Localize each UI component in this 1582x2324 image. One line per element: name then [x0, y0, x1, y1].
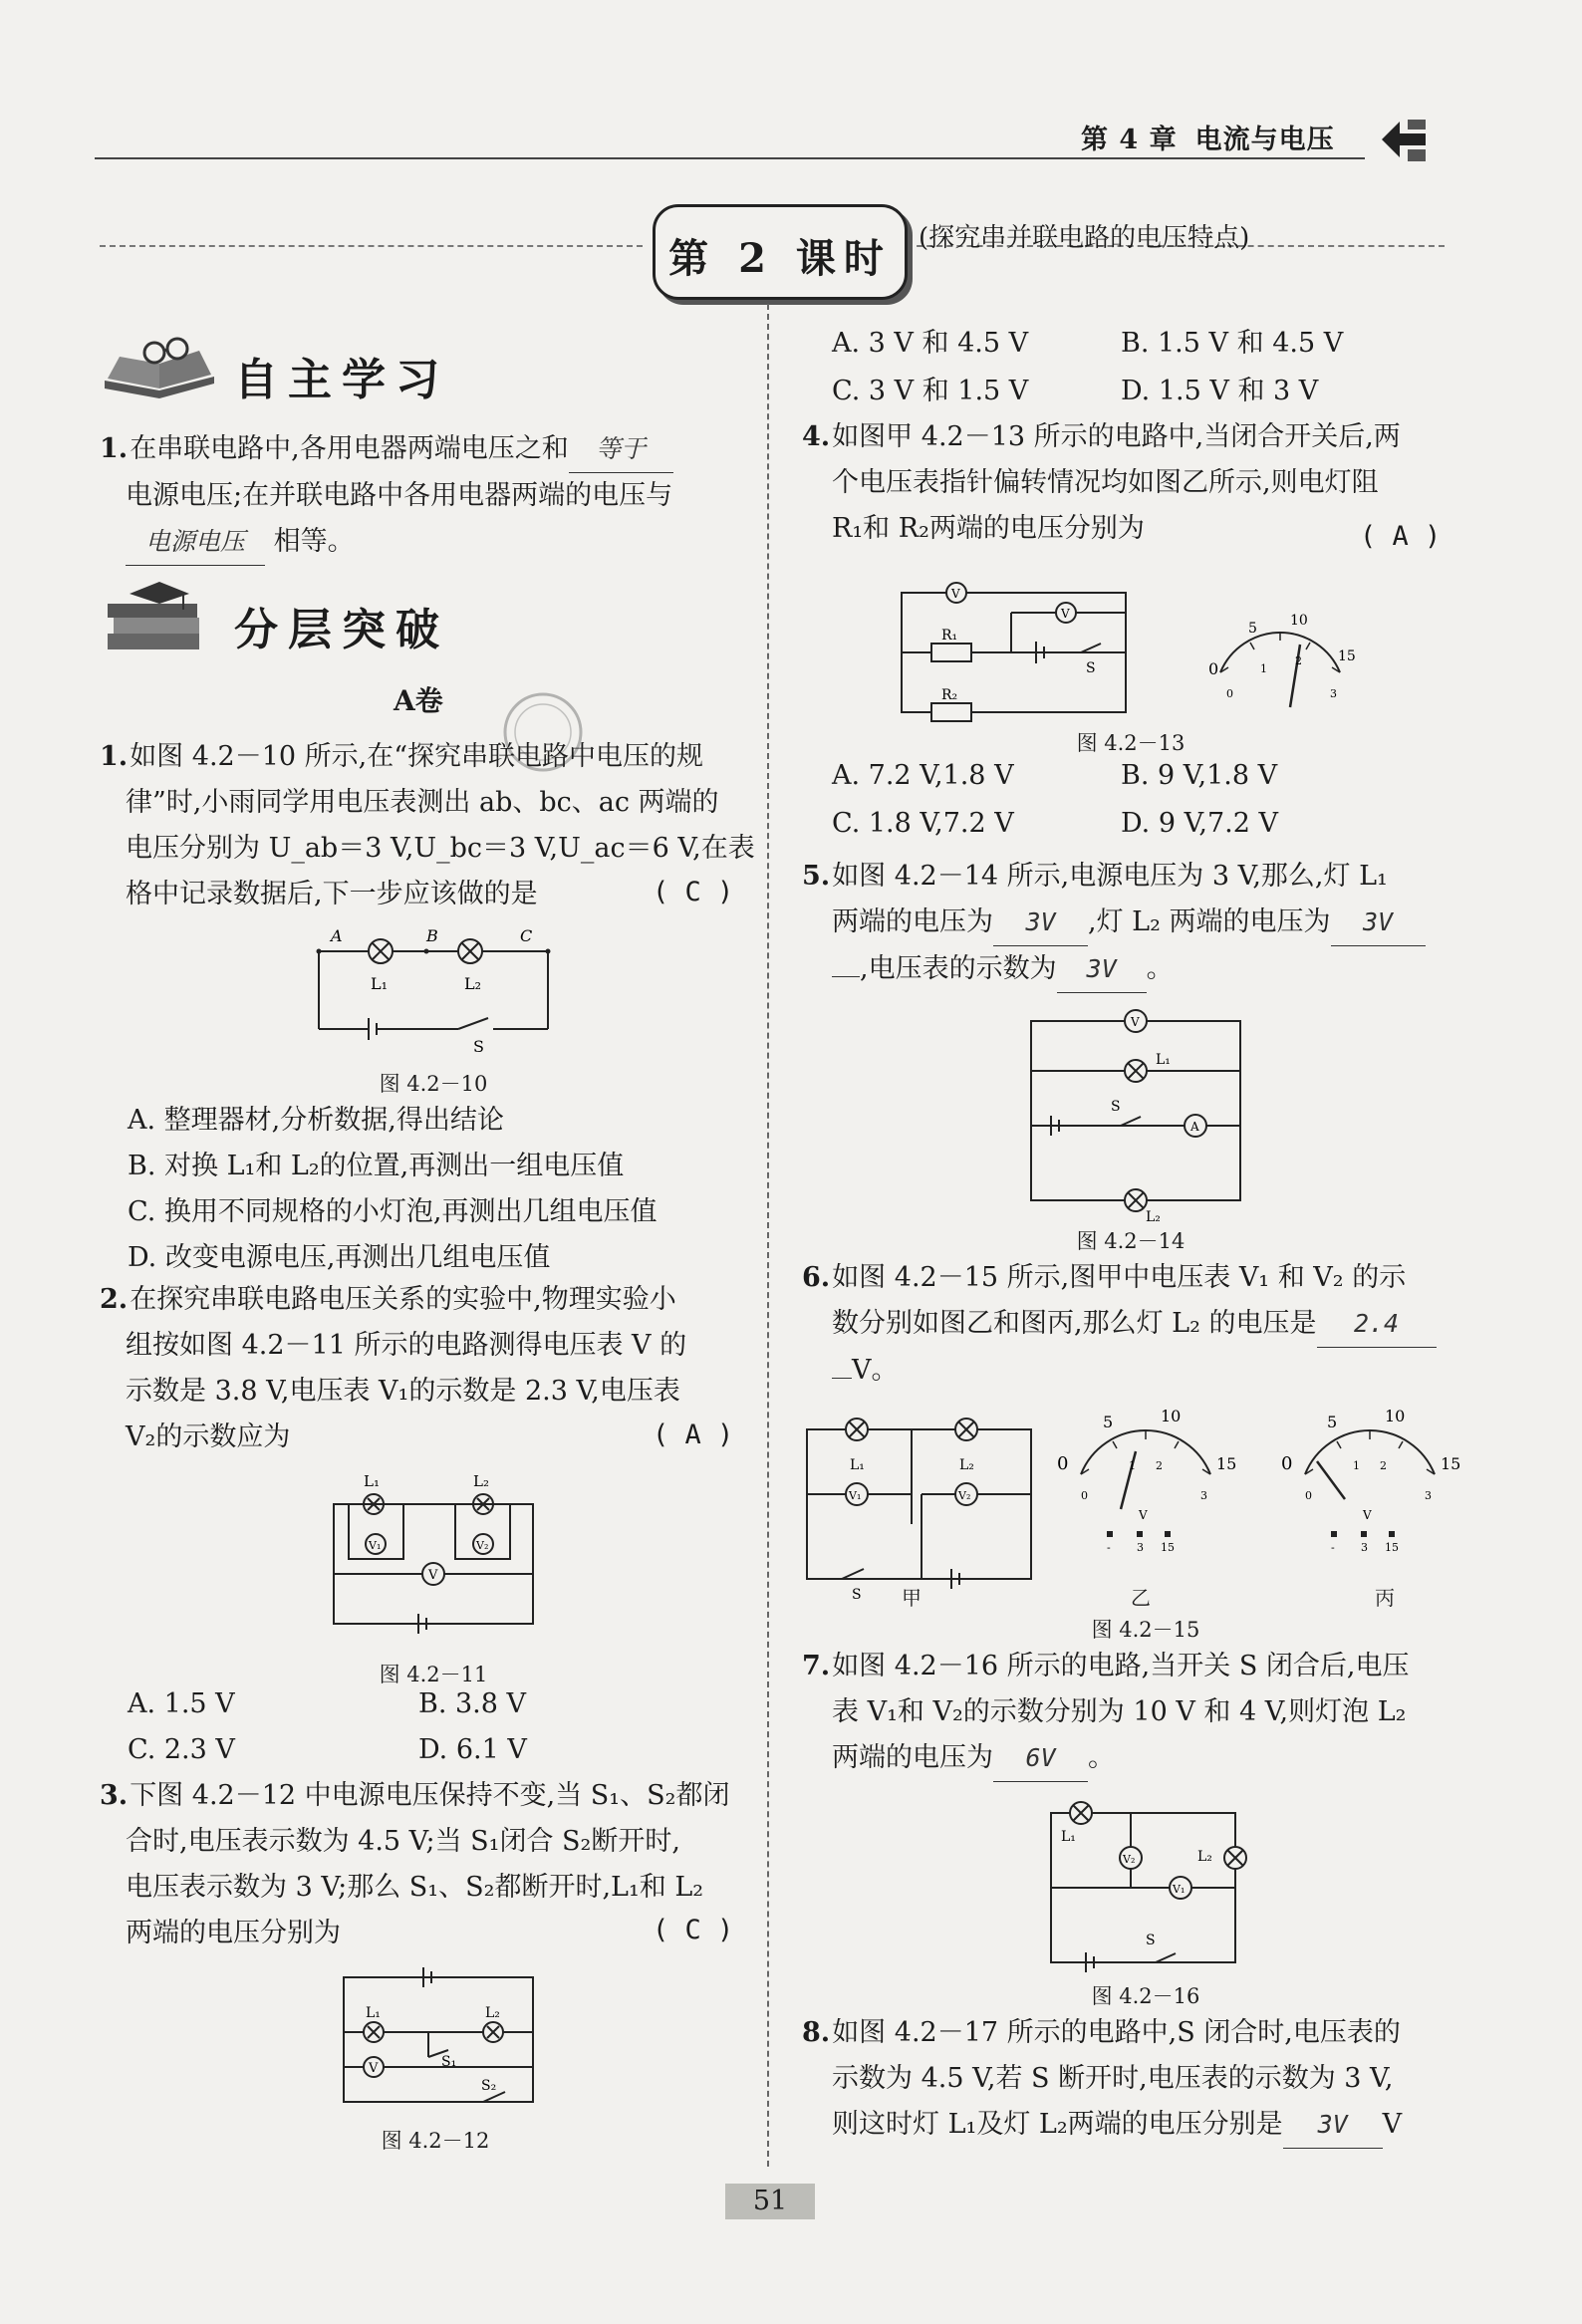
- text: ,电压表的示数为: [860, 953, 1057, 984]
- terminal-15: 15: [1385, 1541, 1399, 1554]
- text: 。: [1146, 953, 1174, 984]
- option-d: D. 改变电源电压,再测出几组电压值: [128, 1242, 551, 1273]
- lamp-l2-label: L₂: [473, 1472, 489, 1490]
- answer-blank: 6V: [993, 1735, 1088, 1782]
- voltmeter-dial-yi: [1051, 1407, 1240, 1559]
- option-a: A. 整理器材,分析数据,得出结论: [128, 1105, 504, 1136]
- lamp-l1-label: L₁: [364, 1472, 380, 1490]
- dial-top-10: 10: [1290, 613, 1308, 629]
- dial-top-10: 10: [1385, 1407, 1406, 1425]
- open-book-icon: [100, 329, 219, 408]
- answer-choice: ( C ): [653, 1915, 734, 1945]
- question-8: [802, 2010, 1459, 2149]
- question-5: [802, 854, 1459, 993]
- circuit-figure-4-2-12: [334, 1962, 543, 2112]
- lamp-l1-label: L₁: [1061, 1829, 1076, 1845]
- text: 两端的电压为: [832, 1742, 993, 1773]
- title-dashed-rule-left: [100, 245, 643, 247]
- terminal-3: 3: [1361, 1541, 1368, 1554]
- text: 则这时灯 L₁及灯 L₂两端的电压分别是: [832, 2109, 1283, 2140]
- option-c: C. 换用不同规格的小灯泡,再测出几组电压值: [128, 1196, 658, 1227]
- switch-s-label: S: [1086, 660, 1096, 676]
- answer-choice: ( C ): [653, 877, 734, 907]
- sub-label-jia: 甲: [902, 1586, 922, 1610]
- dial-bottom-1: 1: [1129, 1459, 1136, 1472]
- option-d: D. 1.5 V 和 3 V: [1121, 376, 1319, 406]
- text: 格中记录数据后,下一步应该做的是: [126, 879, 538, 909]
- option-a: A. 1.5 V: [128, 1688, 235, 1719]
- text: 数分别如图乙和图丙,那么灯 L₂ 的电压是: [832, 1308, 1317, 1339]
- option-b: B. 3.8 V: [418, 1688, 527, 1719]
- figure-caption: 图 4.2－11: [379, 1663, 488, 1686]
- dial-bottom-2: 2: [1380, 1459, 1387, 1472]
- circuit-figure-4-2-14: [1026, 1006, 1245, 1225]
- text: 个电压表指针偏转情况均如图乙所示,则电灯阻: [832, 467, 1379, 498]
- text: V: [1382, 2109, 1403, 2140]
- terminal-15: 15: [1161, 1541, 1175, 1554]
- lamp-l1-label: L₁: [371, 974, 389, 993]
- option-b: B. 对换 L₁和 L₂的位置,再测出一组电压值: [128, 1151, 625, 1181]
- meter-v-label: V: [1363, 1508, 1372, 1522]
- question-7: [802, 1644, 1459, 1782]
- point-a-label: A: [331, 926, 343, 945]
- text: 如图 4.2－10 所示,在“探究串联电路中电压的规: [130, 741, 704, 772]
- dial-top-0: 0: [1208, 659, 1219, 678]
- text: 下图 4.2－12 中电源电压保持不变,当 S₁、S₂都闭: [130, 1780, 730, 1811]
- voltmeter-v1-label: V₁: [849, 1489, 862, 1502]
- page-number: 51: [725, 2184, 815, 2219]
- answer-blank: 3V: [1283, 2102, 1383, 2149]
- switch-s2-label: S₂: [481, 2078, 497, 2094]
- option-d: D. 9 V,7.2 V: [1121, 808, 1278, 839]
- text: 电压表示数为 3 V;那么 S₁、S₂都断开时,L₁和 L₂: [126, 1872, 704, 1903]
- switch-s-label: S: [1111, 1099, 1121, 1115]
- dial-bottom-2: 2: [1156, 1459, 1163, 1472]
- dial-top-10: 10: [1161, 1407, 1182, 1425]
- text: 在探究串联电路电压关系的实验中,物理实验小: [130, 1284, 676, 1315]
- header-rule: [95, 157, 1365, 159]
- text: 电源电压;在并联电路中各用电器两端的电压与: [126, 480, 673, 511]
- lesson-title: 第 2 课时: [668, 235, 892, 282]
- answer-blank: 3V: [1331, 900, 1426, 946]
- chapter-arrow-icon: [1380, 118, 1430, 163]
- dial-top-5: 5: [1327, 1413, 1338, 1431]
- text: 电压分别为 U_ab＝3 V,U_bc＝3 V,U_ac＝6 V,在表: [126, 833, 755, 864]
- dial-top-0: 0: [1057, 1453, 1069, 1474]
- lamp-l1-label: L₁: [366, 2005, 381, 2021]
- figure-caption: 图 4.2－14: [1076, 1229, 1186, 1253]
- layered-heading: 分层突破: [234, 605, 449, 655]
- option-c: C. 2.3 V: [128, 1734, 235, 1765]
- text: 律”时,小雨同学用电压表测出 ab、bc、ac 两端的: [126, 787, 719, 818]
- figure-caption: 图 4.2－16: [1091, 1984, 1200, 2008]
- switch-s-label: S: [473, 1037, 484, 1056]
- text: 如图 4.2－16 所示的电路,当开关 S 闭合后,电压: [832, 1651, 1410, 1681]
- voltmeter-v1-label: V₁: [369, 1539, 382, 1552]
- circuit-figure-4-2-16: [1046, 1793, 1245, 1972]
- lesson-title-box: [653, 204, 908, 300]
- lamp-l2-label: L₂: [485, 2005, 500, 2021]
- figure-caption: 图 4.2－10: [379, 1072, 488, 1096]
- dial-bottom-0: 0: [1081, 1489, 1088, 1502]
- text: 表 V₁和 V₂的示数分别为 10 V 和 4 V,则灯泡 L₂: [832, 1696, 1407, 1727]
- switch-s1-label: S₁: [441, 2054, 457, 2070]
- option-b: B. 1.5 V 和 4.5 V: [1121, 328, 1344, 359]
- dial-bottom-3: 3: [1425, 1489, 1432, 1502]
- blank-continuation: [832, 1378, 852, 1379]
- answer-choice: ( A ): [653, 1420, 734, 1450]
- lamp-l1-label: L₁: [1156, 1052, 1171, 1068]
- circuit-figure-4-2-13: [897, 578, 1136, 717]
- text: 组按如图 4.2－11 所示的电路测得电压表 V 的: [126, 1330, 687, 1361]
- text: 示数是 3.8 V,电压表 V₁的示数是 2.3 V,电压表: [126, 1376, 680, 1407]
- switch-s-label: S: [852, 1587, 862, 1603]
- self-study-q1: [100, 426, 757, 566]
- voltmeter-v1-label: V₁: [1173, 1883, 1186, 1896]
- chapter-number: 第 4 章: [1081, 125, 1178, 155]
- text: 在串联电路中,各用电器两端电压之和: [130, 433, 569, 464]
- lamp-l2-label: L₂: [1146, 1209, 1161, 1225]
- dial-bottom-1: 1: [1353, 1459, 1360, 1472]
- terminal-3: 3: [1137, 1541, 1144, 1554]
- lamp-l2-label: L₂: [959, 1457, 974, 1473]
- dial-top-15: 15: [1216, 1454, 1237, 1473]
- option-b: B. 9 V,1.8 V: [1121, 760, 1278, 791]
- circuit-figure-4-2-10: [309, 926, 558, 1056]
- dial-top-15: 15: [1441, 1454, 1461, 1473]
- figure-caption: 图 4.2－15: [1091, 1618, 1200, 1642]
- text: V₂的示数应为: [126, 1421, 291, 1452]
- ammeter-a-label: A: [1190, 1120, 1199, 1134]
- voltmeter-dial-4-2-13: [1190, 613, 1370, 712]
- voltmeter-v2-label: V₂: [958, 1489, 971, 1502]
- question-number: 5.: [802, 861, 831, 892]
- text: ,灯 L₂ 两端的电压为: [1088, 906, 1331, 937]
- resistor-r2-label: R₂: [941, 687, 958, 703]
- dial-bottom-1: 1: [1260, 662, 1267, 675]
- volume-label: A卷: [394, 684, 443, 717]
- sub-label-bing: 丙: [1375, 1586, 1395, 1610]
- dial-bottom-0: 0: [1305, 1489, 1312, 1502]
- lamp-l2-label: L₂: [464, 974, 482, 993]
- circuit-figure-4-2-15-jia: [802, 1405, 1041, 1604]
- resistor-r1-label: R₁: [941, 628, 958, 644]
- book-stack-icon: [100, 578, 209, 657]
- sub-label-yi: 乙: [1131, 1586, 1151, 1610]
- point-b-label: B: [426, 926, 438, 945]
- answer-blank: 电源电压: [126, 519, 265, 566]
- voltmeter-v-label: V: [951, 587, 960, 601]
- question-number: 1.: [100, 741, 129, 772]
- option-c: C. 1.8 V,7.2 V: [832, 808, 1014, 839]
- question-number: 4.: [802, 421, 831, 452]
- question-number: 7.: [802, 1651, 831, 1681]
- dial-bottom-3: 3: [1330, 687, 1337, 700]
- question-number: 8.: [802, 2017, 831, 2048]
- question-number: 1.: [100, 433, 129, 464]
- self-study-heading: 自主学习: [234, 355, 449, 405]
- question-number: 2.: [100, 1284, 129, 1315]
- lamp-l1-label: L₁: [850, 1457, 865, 1473]
- answer-blank: 3V: [1057, 946, 1147, 993]
- option-a: A. 7.2 V,1.8 V: [832, 760, 1014, 791]
- text: 相等。: [273, 526, 355, 557]
- figure-caption: 图 4.2－12: [381, 2129, 490, 2153]
- option-c: C. 3 V 和 1.5 V: [832, 376, 1029, 406]
- voltmeter-v-label: V: [428, 1568, 438, 1583]
- blank-continuation: [832, 976, 860, 977]
- text: 。: [1088, 1742, 1115, 1773]
- figure-caption: 图 4.2－13: [1076, 731, 1186, 755]
- answer-choice: ( A ): [1360, 521, 1442, 552]
- text: 如图 4.2－14 所示,电源电压为 3 V,那么,灯 L₁: [832, 861, 1388, 892]
- dial-top-0: 0: [1281, 1453, 1293, 1474]
- dial-bottom-0: 0: [1226, 687, 1233, 700]
- lamp-l2-label: L₂: [1197, 1849, 1212, 1865]
- lesson-subtitle: (探究串并联电路的电压特点): [919, 223, 1250, 253]
- text: 如图 4.2－15 所示,图甲中电压表 V₁ 和 V₂ 的示: [832, 1262, 1407, 1293]
- dial-bottom-2: 2: [1295, 654, 1302, 667]
- column-divider: [767, 304, 769, 2167]
- dial-bottom-3: 3: [1200, 1489, 1207, 1502]
- dial-top-15: 15: [1338, 648, 1356, 664]
- answer-blank: 2.4: [1317, 1301, 1437, 1348]
- text: 示数为 4.5 V,若 S 断开时,电压表的示数为 3 V,: [832, 2063, 1394, 2094]
- voltmeter-v-label: V: [1061, 607, 1070, 621]
- text: 合时,电压表示数为 4.5 V;当 S₁闭合 S₂断开时,: [126, 1826, 680, 1857]
- dial-top-5: 5: [1248, 621, 1257, 637]
- terminal-minus: -: [1107, 1541, 1111, 1554]
- text: V。: [852, 1355, 899, 1386]
- answer-blank: 等于: [569, 426, 673, 473]
- option-d: D. 6.1 V: [418, 1734, 527, 1765]
- voltmeter-v2-label: V₂: [1123, 1853, 1136, 1866]
- text: R₁和 R₂两端的电压分别为: [832, 513, 1145, 544]
- text: 如图 4.2－17 所示的电路中,S 闭合时,电压表的: [832, 2017, 1401, 2048]
- text: 如图甲 4.2－13 所示的电路中,当闭合开关后,两: [832, 421, 1401, 452]
- point-c-label: C: [520, 926, 533, 945]
- question-number: 3.: [100, 1780, 129, 1811]
- voltmeter-dial-bing: [1275, 1407, 1464, 1559]
- option-a: A. 3 V 和 4.5 V: [832, 328, 1029, 359]
- chapter-header: [1081, 118, 1353, 156]
- switch-s-label: S: [1146, 1933, 1156, 1948]
- question-6: [802, 1255, 1459, 1394]
- voltmeter-v2-label: V₂: [476, 1539, 489, 1552]
- answer-blank: 3V: [993, 900, 1088, 946]
- chapter-title: 电流与电压: [1194, 125, 1335, 155]
- circuit-figure-4-2-11: [324, 1464, 543, 1634]
- voltmeter-v-label: V: [369, 2061, 379, 2076]
- text: 两端的电压为: [832, 906, 993, 937]
- dial-top-5: 5: [1103, 1413, 1114, 1431]
- meter-v-label: V: [1139, 1508, 1148, 1522]
- voltmeter-v-label: V: [1131, 1015, 1140, 1029]
- terminal-minus: -: [1331, 1541, 1335, 1554]
- question-number: 6.: [802, 1262, 831, 1293]
- text: 两端的电压分别为: [126, 1918, 341, 1948]
